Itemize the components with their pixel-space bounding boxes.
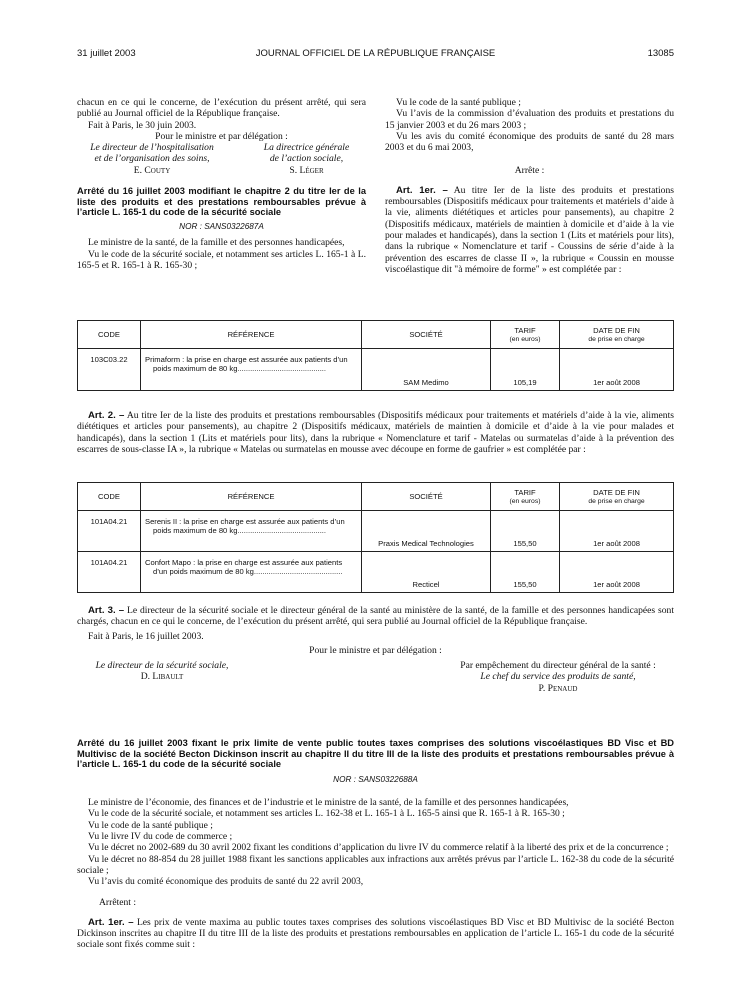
signature-left-2: Le directeur de la sécurité sociale, D. Libault [95,660,229,683]
article-1: Art. 1er. – Au titre Ier de la liste des produits et prestations remboursables (Dispositifs médicaux pour traitements et matériels d’aide à la vie, aliments diététiques et articles pour pansements), au chapitre 2 (Dispositifs médicaux, matériels de maintien à domicile et d’aide à la vie pour malades et handicapés), dans la section 1 (Lits et matériels pour lits), dans la rubrique « Nomenclature et tarif - Coussins de série d’aide à la prévention des escarres de classe II », la rubrique « Coussin en mousse viscoélastique dit "à mémoire de forme" » est complétée par : [385,184,674,275]
signature-right-2: Par empêchement du directeur général de la santé : Le chef du service des produits de santé, P. Penaud [460,660,656,694]
article-3-block [77,605,674,700]
signatures-2 [77,660,674,700]
arretent-label: Arrêtent : [99,897,137,909]
arrete2-article-1: Art. 1er. – Les prix de vente maxima au public toutes taxes comprises des solutions viscoélastiques BD Visc et BD Multivisc de la société Becton Dickinson inscrites au chapitre II du titre III de la liste des produits et prestations remboursables en application de l’article L. 165-1 du code de la sécurité sociale sont fixés comme suit : [77,916,674,951]
table-row: 101A04.21 Confort Mapo : la prise en charge est assurée aux patients d’un poids maximum de 80 kg.......................................... Recticel 155,50 1er août 2008 [78,552,674,593]
table-header: CODE RÉFÉRENCE SOCIÉTÉ TARIF (en euros) DATE DE FIN de prise en charge [78,321,674,349]
signature-left: Le directeur de l’hospitalisation et de l’organisation des soins, E. Couty [90,142,214,176]
page-header [77,48,674,62]
signature-right: La directrice générale de l’action sociale, S. Léger [263,142,350,176]
arrete-label: Arrête : [514,165,545,177]
vu-avis-comite: Vu les avis du comité économique des produits de santé du 28 mars 2003 et du 6 mai 2003, [385,130,674,154]
arrete2-block [77,738,674,951]
journal-title: JOURNAL OFFICIEL DE LA RÉPUBLIQUE FRANÇAISE [255,48,496,59]
visa-line: Vu le code de la sécurité sociale, et notamment ses articles L. 162-38 et L. 165-1 à L. 165-5 ainsi que R. 165-1 à R. 165-30 ; [88,808,565,820]
arrete1-nor: NOR : SANS0322687A [179,221,264,231]
visa-line: Vu l’avis du comité économique des produits de santé du 22 avril 2003, [88,876,364,888]
article-3: Art. 3. – Le directeur de la sécurité sociale et le directeur général de la santé au ministère de la santé, de la famille et des personnes handicapées sont chargés, chacun en ce qui le concerne, de l’exécution du présent arrêté, qui sera publié au Journal officiel de la République française. [77,605,674,628]
table-row: 103C03.22 Primaform : la prise en charge est assurée aux patients d’un poids maximum de 80 kg.......................................... SAM Medimo 105,19 1er août 2008 [78,349,674,391]
arrete1-title: Arrêté du 16 juillet 2003 modifiant le chapitre 2 du titre Ier de la liste des produits et des prestations remboursables prévue à l’article L. 165-1 du code de la sécurité sociale [77,186,366,218]
delegation-line-2: Pour le ministre et par délégation : [309,644,442,656]
arrete2-visas [77,797,674,887]
vu-sante-publique: Vu le code de la santé publique ; [396,97,521,108]
signatures [77,142,366,178]
visa-line: Vu le décret no 88-854 du 28 juillet 1988 fixant les sanctions applicables aux infractions aux arrêtés prévus par l’article L. 162-38 du code de la sécurité sociale ; [77,853,674,876]
table-row: 101A04.21 Serenis II : la prise en charge est assurée aux patients d’un poids maximum de 80 kg.......................................... Praxis Medical Technologies 155,50 1er août 2008 [78,511,674,552]
table-2 [77,482,674,593]
vu-avis-commission: Vu l’avis de la commission d’évaluation des produits et prestations du 15 janvier 2003 et du 26 mars 2003 ; [385,108,674,131]
visa-line: Vu le livre IV du code de commerce ; [88,830,233,842]
right-column [385,97,674,275]
delegation-line: Pour le ministre et par délégation : [155,130,288,142]
fait-a-paris: Fait à Paris, le 30 juin 2003. [88,119,197,131]
visa-line: Le ministre de l’économie, des finances et de l’industrie et le ministre de la santé, de la famille et des personnes handicapées, [88,797,569,809]
visa-line: Vu le décret no 2002-689 du 30 avril 2002 fixant les conditions d’application du livre IV du commerce relatif à la liberté des prix et de la concurrence ; [88,842,669,854]
closing-paragraph: chacun en ce qui le concerne, de l’exécution du présent arrêté, qui sera publié au Journal officiel de la République française. [77,97,366,120]
left-column [77,97,366,271]
page-number: 13085 [647,48,674,59]
arrete2-nor: NOR : SANS0322688A [333,774,418,784]
arrete1-vu-code: Vu le code de la sécurité sociale, et notamment ses articles L. 165-1 à L. 165-5 et R. 165-1 à R. 165-30 ; [77,248,366,271]
table-header: CODE RÉFÉRENCE SOCIÉTÉ TARIF (en euros) DATE DE FIN de prise en charge [78,483,674,511]
header-date: 31 juillet 2003 [77,48,136,59]
arrete2-title: Arrêté du 16 juillet 2003 fixant le prix limite de vente public toutes taxes comprises des solutions viscoélastiques BD Visc et BD Multivisc de la société Becton Dickinson inscrit au chapitre II du titre III de la liste des produits et prestations remboursables prévue à l’article L. 165-1 du code de la sécurité sociale [77,738,674,770]
visa-line: Vu le code de la santé publique ; [88,819,213,831]
table-1 [77,320,674,391]
arrete1-minister: Le ministre de la santé, de la famille et des personnes handicapées, [88,237,345,249]
article-2: Art. 2. – Au titre Ier de la liste des produits et prestations remboursables (Dispositifs médicaux pour traitements et matériels d’aide à la vie, aliments diététiques et articles pour pansements), au chapitre 2 (Dispositifs médicaux, matériels de maintien à domicile et d’aide à la vie pour malades et handicapés), dans la section 1 (Lits et matériels pour lits), dans la rubrique « Nomenclature et tarif - Matelas ou surmatelas d’aide à la prévention des escarres de sous-classe IA », la rubrique « Matelas ou surmatelas en mousse avec découpe en forme de gaufrier » est complétée par : [77,410,674,455]
fait-a-paris-2: Fait à Paris, le 16 juillet 2003. [88,630,204,642]
